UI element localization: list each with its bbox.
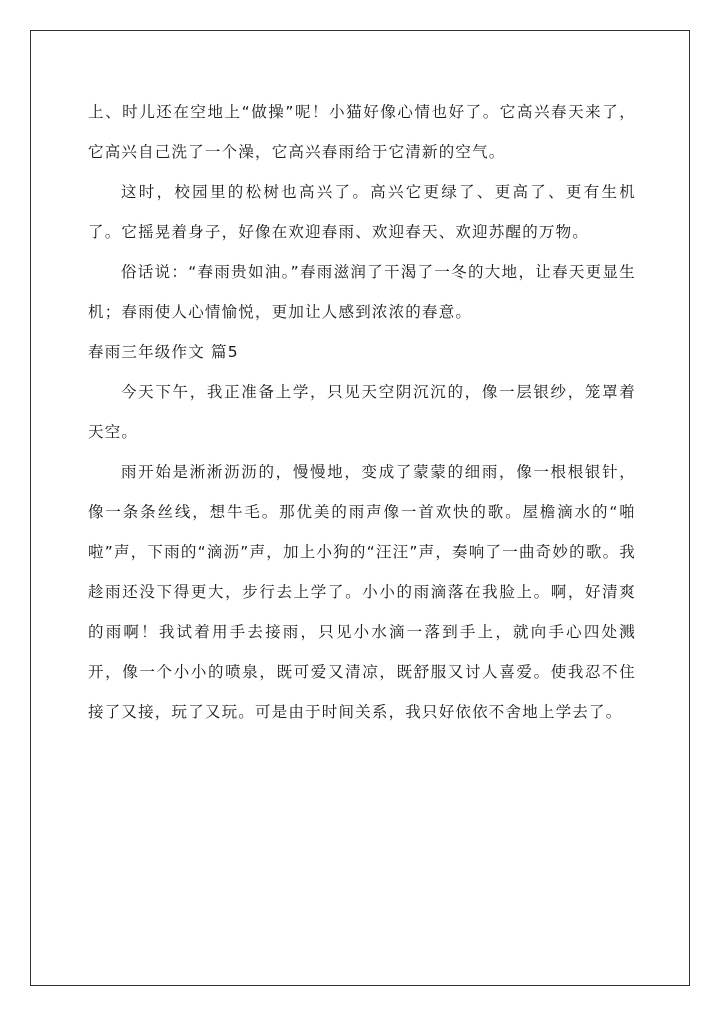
document-body [88,92,636,732]
paragraph-continuation: 上、时儿还在空地上“做操”呢！小猫好像心情也好了。它高兴春天来了，它高兴自己洗了一个澡，它高兴春雨给于它清新的空气。 [88,103,636,161]
paragraph-pine-tree: 这时，校园里的松树也高兴了。高兴它更绿了、更高了、更有生机了。它摇晃着身子，好像在欢迎春雨、欢迎春天、欢迎苏醒的万物。 [88,183,636,241]
paragraph-proverb: 俗话说：“春雨贵如油。”春雨滋润了干渴了一冬的大地，让春天更显生机；春雨使人心情愉悦，更加让人感到浓浓的春意。 [88,263,636,321]
paragraph-afternoon: 今天下午，我正准备上学，只见天空阴沉沉的，像一层银纱，笼罩着天空。 [88,383,636,441]
paragraph-rain-walk: 雨开始是淅淅沥沥的，慢慢地，变成了蒙蒙的细雨，像一根根银针，像一条条丝线，想牛毛。那优美的雨声像一首欢快的歌。屋檐滴水的“啪啦”声，下雨的“滴沥”声，加上小狗的“汪汪”声，奏响了一曲奇妙的歌。我趁雨还没下得更大，步行去上学了。小小的雨滴落在我脸上。啊，好清爽的雨啊！我试着用手去接雨，只见小水滴一落到手上，就向手心四处溅开，像一个小小的喷泉，既可爱又清凉，既舒服又讨人喜爱。使我忍不住接了又接，玩了又玩。可是由于时间关系，我只好依依不舍地上学去了。 [88,463,636,721]
section-heading: 春雨三年级作文 篇5 [88,343,239,361]
